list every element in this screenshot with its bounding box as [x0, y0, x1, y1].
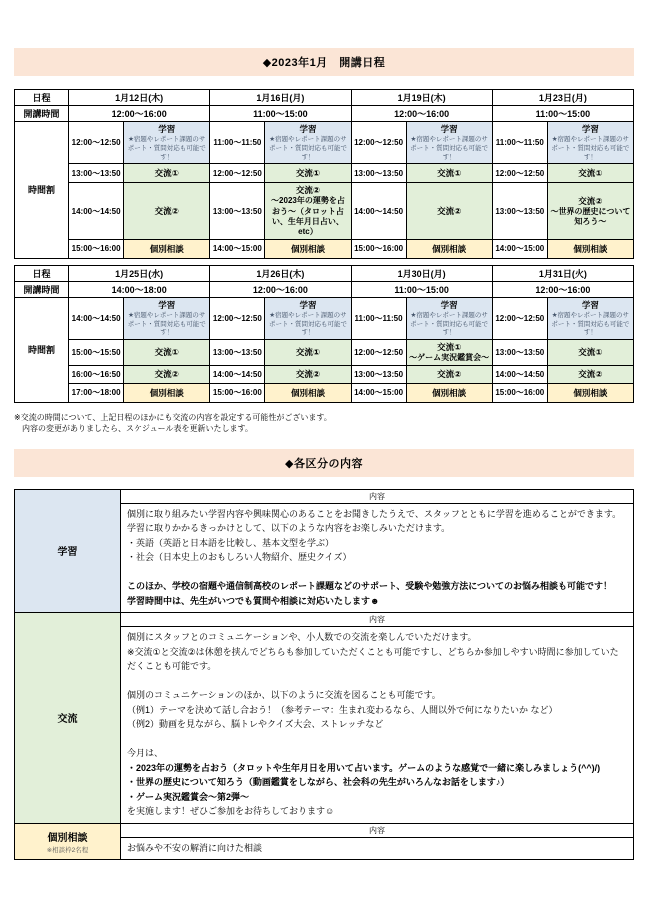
- schedule-table-first-half: [14, 89, 634, 259]
- slot-activity-exchange: 交流①: [124, 340, 210, 365]
- slot-note: ★宿題やレポート課題のサポート・質問対応も可能です！: [551, 311, 630, 337]
- slot-activity-consult: 個別相談: [547, 239, 633, 258]
- category-sublabel-text: ※相談枠2名程: [46, 846, 89, 854]
- slot-label: 交流②: [295, 185, 321, 196]
- slot-activity-study: [406, 297, 492, 339]
- row-label-hours: 開講時間: [15, 281, 69, 297]
- row-label-timetable: 時間割: [15, 122, 69, 259]
- content-column-header: 内容: [121, 489, 634, 503]
- slot-note: ★宿題やレポート課題のサポート・質問対応も可能です！: [268, 311, 347, 337]
- slot-activity-consult: 個別相談: [547, 383, 633, 402]
- day-hours: 12:00～16:00: [210, 281, 351, 297]
- schedule-table-second-half: [14, 265, 634, 403]
- slot-activity-exchange: 交流②: [265, 365, 351, 383]
- content-line: お悩みや不安の解消に向けた相談: [127, 842, 263, 853]
- slot-time: 14:00～14:50: [210, 365, 265, 383]
- slot-time: 13:00～13:50: [351, 164, 406, 183]
- slot-time: 14:00～14:50: [492, 365, 547, 383]
- hours-header-row: [15, 106, 634, 122]
- slot-activity-study: [124, 122, 210, 164]
- category-contents-table: [14, 489, 634, 861]
- slot-activity-consult: 個別相談: [265, 383, 351, 402]
- slot-activity-exchange: [406, 340, 492, 365]
- slot-time: 12:00～12:50: [492, 297, 547, 339]
- slot-time: 12:00～12:50: [210, 297, 265, 339]
- content-line: 学習時間中は、先生がいつでも質問や相談に対応いたします☻: [127, 595, 380, 606]
- content-line: ・社会（日本史上のおもしろい人物紹介、歴史クイズ）: [127, 552, 352, 563]
- day-hours: 14:00～18:00: [69, 281, 210, 297]
- consult-header-row: [15, 823, 634, 837]
- content-line: （例2）動画を見ながら、脳トレやクイズ大会、ストレッチなど: [127, 719, 384, 730]
- slot-activity-consult: 個別相談: [124, 383, 210, 402]
- slot-note: ★宿題やレポート課題のサポート・質問対応も可能です！: [127, 136, 206, 161]
- slot-time: 11:00～11:50: [492, 122, 547, 164]
- slot-time: 12:00～12:50: [492, 164, 547, 183]
- content-line: ・英語（英語と日本語を比較し、基本文型を学ぶ）: [127, 537, 335, 548]
- slot-activity-consult: 個別相談: [406, 239, 492, 258]
- slot-activity-consult: 個別相談: [406, 383, 492, 402]
- consult-slot-row: [15, 383, 634, 402]
- slot-activity-exchange: 交流②: [124, 365, 210, 383]
- note-line: ※交流の時間について、上記日程のほかにも交流の内容を設定する可能性がございます。: [14, 412, 332, 422]
- note-line: 内容の変更がありましたら、スケジュール表を更新いたします。: [14, 424, 253, 434]
- content-line: （例1）テーマを決めて話し合おう！（参考テーマ：生まれ変わるなら、人間以外で何になりたいか など）: [127, 704, 558, 715]
- exchange2-slot-row: [15, 183, 634, 240]
- study-content-cell: [121, 503, 634, 613]
- content-line: [127, 732, 627, 747]
- slot-activity-exchange: 交流②: [124, 183, 210, 240]
- slot-label: 学習: [299, 124, 317, 134]
- slot-event-detail: ～ゲーム実況鑑賞会～: [409, 353, 490, 363]
- date-header-row: [15, 90, 634, 106]
- slot-label: 学習: [581, 124, 599, 134]
- slot-time: 12:00～12:50: [69, 122, 124, 164]
- slot-time: 15:00～15:50: [69, 340, 124, 365]
- slot-activity-consult: 個別相談: [265, 239, 351, 258]
- day-hours: 11:00～15:00: [351, 281, 492, 297]
- slot-time: 14:00～14:50: [69, 297, 124, 339]
- slot-label: 交流②: [578, 195, 603, 206]
- row-label-date: 日程: [15, 90, 69, 106]
- content-line: 今月は、: [127, 748, 164, 759]
- slot-time: 13:00～13:50: [210, 340, 265, 365]
- content-line: ・ゲーム実況鑑賞会～第2弾～: [127, 791, 250, 802]
- slot-label: 学習: [158, 124, 176, 134]
- row-label-timetable: 時間割: [15, 297, 69, 402]
- content-line: ・2023年の運勢を占おう（タロットや生年月日を用いて占います。ゲームのような感覚で一緒に楽しみましょう(^^)/): [127, 762, 601, 773]
- day-header: 1月19日(木): [351, 90, 492, 106]
- slot-time: 13:00～13:50: [351, 365, 406, 383]
- slot-note: ★宿題やレポート課題のサポート・質問対応も可能です！: [410, 136, 489, 161]
- slot-time: 15:00～16:00: [351, 239, 406, 258]
- slot-activity-exchange: 交流①: [547, 164, 633, 183]
- slot-activity-study: [547, 297, 633, 339]
- content-line: このほか、学校の宿題や通信制高校のレポート課題などのサポート、受験や勉強方法についてのお悩み相談も可能です！: [127, 581, 613, 592]
- slot-time: 14:00～15:00: [210, 239, 265, 258]
- content-line: 個別に取り組みたい学習内容や興味関心のあることをお聞きしたうえで、スタッフとともに学習を進めることができます。: [127, 508, 622, 519]
- slot-label: 学習: [581, 299, 599, 310]
- day-hours: 11:00～15:00: [210, 106, 351, 122]
- row-label-hours: 開講時間: [15, 106, 69, 122]
- content-column-header: 内容: [121, 613, 634, 627]
- slot-time: 13:00～13:50: [492, 340, 547, 365]
- slot-activity-study: [406, 122, 492, 164]
- study-slot-row: [15, 122, 634, 164]
- slot-time: 13:00～13:50: [69, 164, 124, 183]
- slot-time: 16:00～16:50: [69, 365, 124, 383]
- content-line: 個別のコミュニケーションのほか、以下のように交流を図ることも可能です。: [127, 690, 441, 701]
- day-header: 1月23日(月): [492, 90, 633, 106]
- slot-label: 学習: [440, 124, 458, 134]
- slot-note: ★宿題やレポート課題のサポート・質問対応も可能です！: [268, 136, 347, 161]
- slot-event-detail: ～世界の歴史について知ろう～: [550, 206, 631, 227]
- day-header: 1月26日(木): [210, 265, 351, 281]
- content-column-header: 内容: [121, 823, 634, 837]
- slot-time: 11:00～11:50: [351, 297, 406, 339]
- slot-activity-exchange: 交流①: [547, 340, 633, 365]
- day-hours: 12:00～16:00: [351, 106, 492, 122]
- content-line: 学習に取りかかるきっかけとして、以下のような内容をお楽しみいただけます。: [127, 523, 451, 534]
- slot-time: 15:00～16:00: [69, 239, 124, 258]
- slot-time: 14:00～14:50: [351, 183, 406, 240]
- slot-activity-exchange: 交流②: [406, 365, 492, 383]
- slot-activity-study: [547, 122, 633, 164]
- exchange1-slot-row: [15, 340, 634, 365]
- category-label-text: 個別相談: [47, 832, 88, 844]
- category-label-exchange: [15, 613, 121, 824]
- section-title-categories: ◆各区分の内容: [14, 449, 634, 477]
- content-line: 個別にスタッフとのコミュニケーションや、小人数での交流を楽しんでいただけます。: [127, 632, 477, 643]
- slot-activity-study: [124, 297, 210, 339]
- content-line: [127, 674, 627, 689]
- slot-label: 学習: [158, 299, 176, 310]
- slot-activity-exchange: 交流①: [265, 164, 351, 183]
- category-label-text: 交流: [57, 714, 78, 726]
- schedule-notes: [14, 412, 634, 435]
- slot-label: 学習: [440, 299, 458, 310]
- slot-time: 11:00～11:50: [210, 122, 265, 164]
- slot-note: ★宿題やレポート課題のサポート・質問対応も可能です！: [127, 311, 206, 337]
- content-line: ※交流①と交流②は休憩を挟んでどちらも参加していただくことも可能ですし、どちらか参加しやすい時間に参加していただくことも可能です。: [127, 646, 619, 672]
- slot-time: 17:00～18:00: [69, 383, 124, 402]
- slot-activity-study: [265, 122, 351, 164]
- content-line: を実施します！ぜひご参加をお待ちしております☺: [127, 806, 335, 817]
- slot-time: 14:00～15:00: [492, 239, 547, 258]
- slot-time: 14:00～14:50: [69, 183, 124, 240]
- slot-time: 15:00～16:00: [492, 383, 547, 402]
- day-header: 1月12日(木): [69, 90, 210, 106]
- slot-time: 14:00～15:00: [351, 383, 406, 402]
- slot-time: 12:00～12:50: [351, 340, 406, 365]
- category-label-text: 学習: [57, 547, 78, 559]
- row-label-date: 日程: [15, 265, 69, 281]
- day-header: 1月30日(月): [351, 265, 492, 281]
- consult-slot-row: [15, 239, 634, 258]
- study-slot-row: [15, 297, 634, 339]
- content-line: [127, 565, 627, 580]
- exchange-content-cell: [121, 627, 634, 824]
- slot-time: 13:00～13:50: [492, 183, 547, 240]
- slot-activity-exchange: [265, 183, 351, 240]
- slot-activity-exchange: 交流①: [265, 340, 351, 365]
- slot-event-detail: ～2023年の運勢を占おう～（タロット占い、生年月日占い、etc）: [271, 196, 345, 237]
- section-title-schedule: ◆2023年1月 開講日程: [14, 48, 634, 76]
- slot-time: 13:00～13:50: [210, 183, 265, 240]
- day-header: 1月31日(火): [492, 265, 633, 281]
- slot-activity-exchange: 交流②: [406, 183, 492, 240]
- slot-activity-exchange: 交流①: [406, 164, 492, 183]
- slot-activity-exchange: 交流②: [547, 365, 633, 383]
- exchange2-slot-row: [15, 365, 634, 383]
- slot-activity-consult: 個別相談: [124, 239, 210, 258]
- slot-activity-exchange: 交流①: [124, 164, 210, 183]
- slot-label: 学習: [299, 299, 317, 310]
- date-header-row: [15, 265, 634, 281]
- day-hours: 12:00～16:00: [492, 281, 633, 297]
- consult-content-cell: [121, 837, 634, 860]
- slot-activity-study: [265, 297, 351, 339]
- slot-time: 12:00～12:50: [351, 122, 406, 164]
- slot-note: ★宿題やレポート課題のサポート・質問対応も可能です！: [410, 311, 489, 337]
- slot-label: 交流①: [437, 342, 462, 353]
- day-header: 1月16日(月): [210, 90, 351, 106]
- exchange1-slot-row: [15, 164, 634, 183]
- category-label-consult: [15, 823, 121, 860]
- day-hours: 11:00～15:00: [492, 106, 633, 122]
- slot-activity-exchange: [547, 183, 633, 240]
- slot-time: 15:00～16:00: [210, 383, 265, 402]
- slot-time: 12:00～12:50: [210, 164, 265, 183]
- study-header-row: [15, 489, 634, 503]
- category-label-study: [15, 489, 121, 613]
- slot-note: ★宿題やレポート課題のサポート・質問対応も可能です！: [551, 136, 630, 161]
- exchange-header-row: [15, 613, 634, 627]
- day-header: 1月25日(水): [69, 265, 210, 281]
- content-line: ・世界の歴史について知ろう（動画鑑賞をしながら、社会科の先生がいろんなお話をします♪）: [127, 777, 510, 788]
- hours-header-row: [15, 281, 634, 297]
- day-hours: 12:00～16:00: [69, 106, 210, 122]
